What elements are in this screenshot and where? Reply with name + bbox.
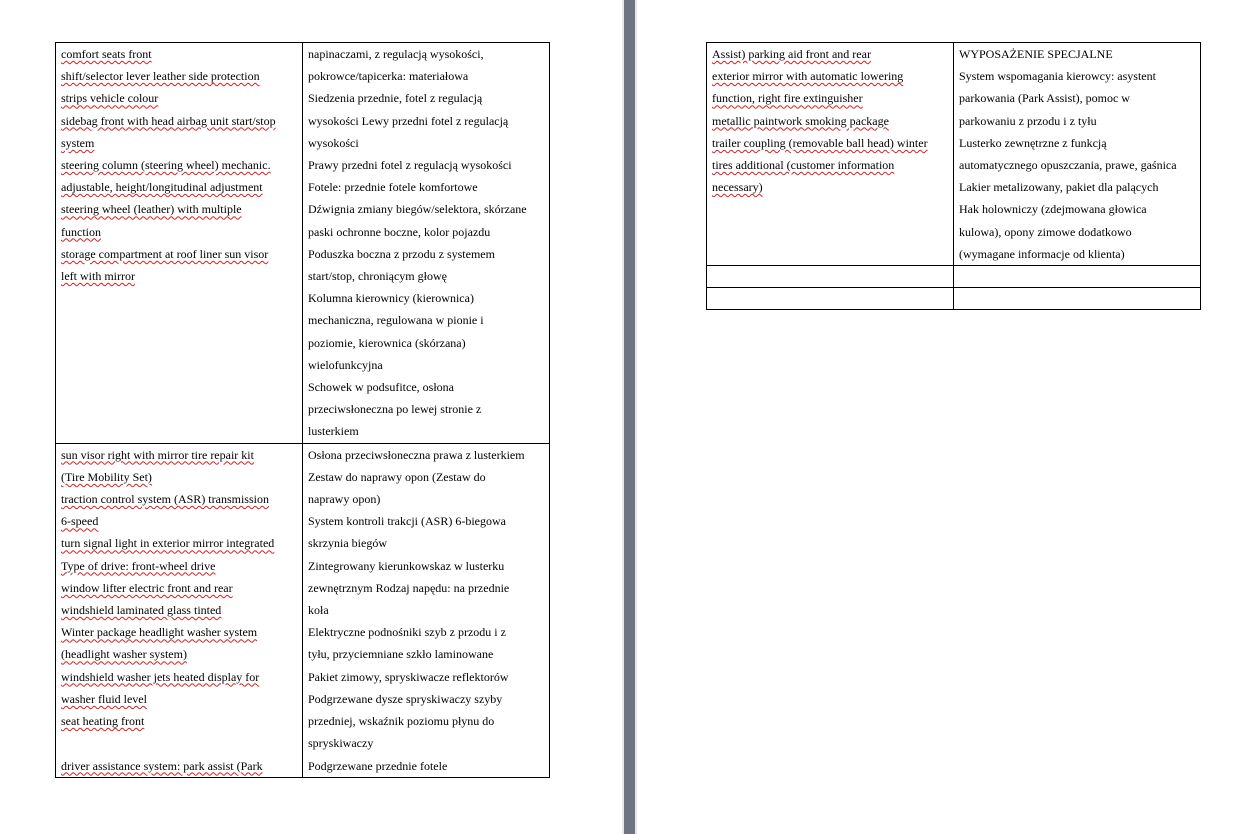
cell-text-line: System kontroli trakcji (ASR) 6-biegowa [308, 514, 506, 529]
cell-text-line: Lusterko zewnętrzne z funkcją [959, 135, 1107, 150]
cell-text-line: skrzynia biegów [308, 536, 387, 551]
cell-text-line [61, 732, 297, 754]
cell-text-line: system [61, 135, 95, 150]
cell-text-line: parkowaniu z przodu i z tyłu [959, 113, 1097, 128]
table-row [56, 43, 550, 444]
cell-text-line: left with mirror [61, 269, 135, 284]
cell-text-line: Zestaw do naprawy opon (Zestaw do [308, 469, 486, 484]
polish-cell[interactable] [303, 43, 550, 444]
cell-text-line: naprawy opon) [308, 492, 381, 507]
cell-text-line: windshield washer jets heated display for [61, 669, 260, 684]
cell-text-line: WYPOSAŻENIE SPECJALNE [959, 47, 1113, 61]
page-separator [622, 0, 637, 834]
english-cell[interactable] [707, 43, 954, 266]
empty-cell[interactable] [707, 266, 954, 288]
cell-text-line: Assist) parking aid front and rear [712, 47, 871, 61]
cell-text-line: zewnętrznym Rodzaj napędu: na przednie [308, 580, 510, 595]
cell-text-line: napinaczami, z regulacją wysokości, [308, 47, 484, 61]
document-page-right [637, 0, 1245, 834]
cell-text-line: Hak holowniczy (zdejmowana głowica [959, 202, 1147, 217]
cell-text-line: shift/selector lever leather side protection [61, 69, 260, 84]
cell-text-line: Dźwignia zmiany biegów/selektora, skórzane [308, 202, 527, 217]
cell-text-line: Lakier metalizowany, pakiet dla palących [959, 180, 1159, 195]
cell-text-line: driver assistance system: park assist (Park [61, 758, 263, 773]
cell-text-line: kulowa), opony zimowe dodatkowo [959, 224, 1132, 239]
cell-text-line: windshield laminated glass tinted [61, 603, 222, 618]
cell-text-line: Pakiet zimowy, spryskiwacze reflektorów [308, 669, 509, 684]
cell-text-line: turn signal light in exterior mirror integrated [61, 536, 275, 551]
polish-cell[interactable] [303, 443, 550, 777]
translation-table-left [55, 42, 550, 778]
empty-table-row [707, 266, 1201, 288]
cell-text-line: lusterkiem [308, 424, 359, 439]
cell-text-line: Prawy przedni fotel z regulacją wysokości [308, 158, 512, 173]
cell-text-line: (headlight washer system) [61, 647, 187, 662]
cell-text-line: Siedzenia przednie, fotel z regulacją [308, 91, 483, 106]
empty-cell[interactable] [707, 288, 954, 310]
empty-table-row [707, 288, 1201, 310]
cell-text-line: steering column (steering wheel) mechanic. [61, 158, 271, 173]
cell-text-line: Fotele: przednie fotele komfortowe [308, 180, 478, 195]
cell-text-line: function [61, 224, 101, 239]
table-row [707, 43, 1201, 266]
cell-text-line: przedniej, wskaźnik poziomu płynu do [308, 714, 495, 729]
cell-text-line: Winter package headlight washer system [61, 625, 258, 640]
cell-text-line: steering wheel (leather) with multiple [61, 202, 242, 217]
cell-text-line: Type of drive: front-wheel drive [61, 558, 216, 573]
english-cell[interactable] [56, 443, 303, 777]
cell-text-line: Kolumna kierownicy (kierownica) [308, 291, 474, 306]
cell-text-line: tyłu, przyciemniane szkło laminowane [308, 647, 494, 662]
cell-text-line: washer fluid level [61, 691, 147, 706]
cell-text-line: Zintegrowany kierunkowskaz w lusterku [308, 558, 505, 573]
cell-text-line: spryskiwaczy [308, 736, 374, 751]
english-cell[interactable] [56, 43, 303, 444]
polish-cell[interactable] [954, 43, 1201, 266]
cell-text-line: start/stop, chroniącym głowę [308, 269, 447, 284]
cell-text-line: automatycznego opuszczania, prawe, gaśnica [959, 158, 1177, 173]
cell-text-line: Elektryczne podnośniki szyb z przodu i z [308, 625, 506, 640]
table-row [56, 443, 550, 777]
cell-text-line: adjustable, height/longitudinal adjustment [61, 180, 263, 195]
cell-text-line: exterior mirror with automatic lowering [712, 69, 904, 84]
cell-text-line: poziomie, kierownica (skórzana) [308, 335, 466, 350]
translation-table-right [706, 42, 1201, 310]
document-page-left [0, 0, 622, 834]
cell-text-line: pokrowce/tapicerka: materiałowa [308, 69, 469, 84]
cell-text-line: seat heating front [61, 714, 145, 729]
cell-text-line: Osłona przeciwsłoneczna prawa z lusterkiem [308, 447, 525, 462]
empty-cell[interactable] [954, 266, 1201, 288]
cell-text-line: parkowania (Park Assist), pomoc w [959, 91, 1130, 106]
cell-text-line: strips vehicle colour [61, 91, 159, 106]
cell-text-line: traction control system (ASR) transmission [61, 492, 269, 507]
cell-text-line: Podgrzewane przednie fotele [308, 758, 448, 773]
cell-text-line: window lifter electric front and rear [61, 580, 233, 595]
cell-text-line: comfort seats front [61, 47, 152, 61]
cell-text-line: Podgrzewane dysze spryskiwaczy szyby [308, 691, 503, 706]
cell-text-line: koła [308, 603, 329, 618]
cell-text-line: paski ochronne boczne, kolor pojazdu [308, 224, 491, 239]
cell-text-line: System wspomagania kierowcy: asystent [959, 69, 1156, 84]
cell-text-line: wielofunkcyjna [308, 357, 383, 372]
cell-text-line: sidebag front with head airbag unit start/stop [61, 113, 276, 128]
empty-cell[interactable] [954, 288, 1201, 310]
cell-text-line: metallic paintwork smoking package [712, 113, 889, 128]
cell-text-line: mechaniczna, regulowana w pionie i [308, 313, 484, 328]
cell-text-line: sun visor right with mirror tire repair kit [61, 447, 254, 462]
cell-text-line: wysokości Lewy przedni fotel z regulacją [308, 113, 509, 128]
cell-text-line: 6-speed [61, 514, 99, 529]
cell-text-line: Poduszka boczna z przodu z systemem [308, 246, 495, 261]
cell-text-line: Schowek w podsufitce, osłona [308, 380, 454, 395]
cell-text-line: function, right fire extinguisher [712, 91, 863, 106]
cell-text-line: (wymagane informacje od klienta) [959, 246, 1125, 261]
cell-text-line: wysokości [308, 135, 359, 150]
cell-text-line: necessary) [712, 180, 763, 195]
cell-text-line: storage compartment at roof liner sun visor [61, 246, 269, 261]
cell-text-line: przeciwsłoneczna po lewej stronie z [308, 402, 482, 417]
cell-text-line: trailer coupling (removable ball head) winter [712, 135, 928, 150]
cell-text-line: tires additional (customer information [712, 158, 895, 173]
cell-text-line: (Tire Mobility Set) [61, 469, 152, 484]
